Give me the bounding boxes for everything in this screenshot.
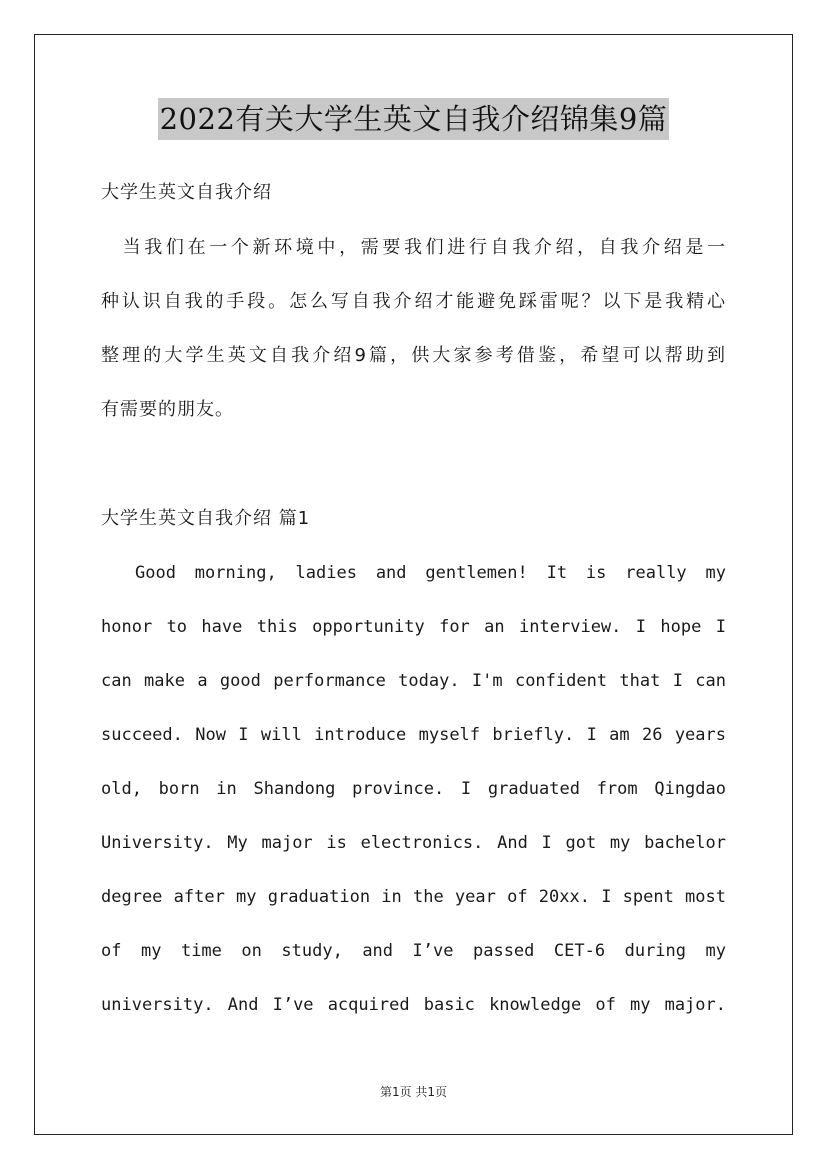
intro-line: 当我们在一个新环境中，需要我们进行自我介绍，自我介绍是一: [101, 237, 726, 258]
section1-line: degree after my graduation in the year of 20xx. I spent most: [101, 887, 726, 907]
section1-line: University. My major is electronics. And I got my bachelor: [101, 833, 726, 853]
section1-line: old, born in Shandong province. I graduated from Qingdao: [101, 779, 726, 799]
intro-heading: 大学生英文自我介绍: [101, 182, 272, 203]
section1-line: Good morning, ladies and gentlemen! It is really my: [135, 563, 726, 583]
title-container: [0, 98, 827, 140]
intro-paragraph: [101, 236, 726, 452]
document-title: 2022有关大学生英文自我介绍锦集9篇: [158, 98, 670, 140]
section1-heading: 大学生英文自我介绍 篇1: [101, 508, 311, 529]
section1-line: can make a good performance today. I'm confident that I can: [101, 671, 726, 691]
section1-line: university. And I’ve acquired basic knowledge of my major.: [101, 995, 726, 1015]
section1-line: honor to have this opportunity for an interview. I hope I: [101, 617, 726, 637]
section1-line: succeed. Now I will introduce myself briefly. I am 26 years: [101, 725, 726, 745]
section1-line: of my time on study, and I’ve passed CET-6 during my: [101, 941, 726, 961]
section1-paragraph: [101, 561, 726, 1047]
intro-line: 有需要的朋友。: [101, 399, 234, 420]
page-footer: 第1页 共1页: [379, 1085, 448, 1099]
intro-line: 整理的大学生英文自我介绍9篇，供大家参考借鉴，希望可以帮助到: [101, 345, 726, 366]
intro-line: 种认识自我的手段。怎么写自我介绍才能避免踩雷呢？以下是我精心: [101, 291, 726, 312]
